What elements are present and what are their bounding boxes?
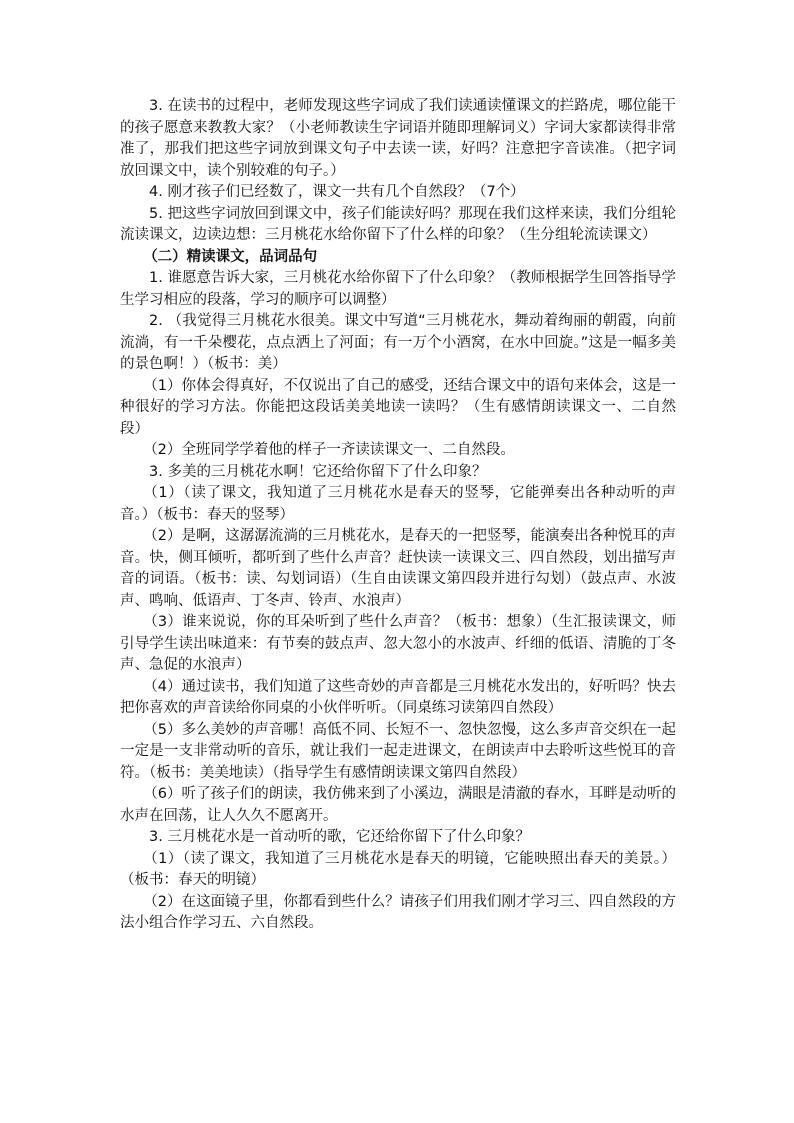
paragraph-3-sub-6: （6）听了孩子们的朗读，我仿佛来到了小溪边，满眼是清澈的春水，耳畔是动听的水声在回荡，让人久久不愿离开。 — [120, 786, 676, 824]
paragraph-3-sub-3: （3）谁来说说，你的耳朵听到了些什么声音？（板书：想象）（生汇报读课文，师引导学生读出味道来：有节奏的鼓点声、忽大忽小的水波声、纤细的低语、清脆的丁冬声、急促的水浪声） — [120, 614, 676, 673]
paragraph-2-sub-1: （1）你体会得真好，不仅说出了自己的感受，还结合课文中的语句来体会，这是一种很好的学习方法。你能把这段话美美地读一读吗？（生有感情朗读课文一、二自然段） — [120, 377, 676, 437]
paragraph-close-reading-2: 2. （我觉得三月桃花水很美。课文中写道“三月桃花水，舞动着绚丽的朝霞，向前流淌，有一千朵樱花，点点洒上了河面；有一万个小酒窝，在水中回旋。”这是一幅多美的景色啊！）（板书：美） — [120, 313, 676, 372]
paragraph-step-5: 5. 把这些字词放回到课文中，孩子们能读好吗？那现在我们这样来读，我们分组轮流读课文，边读边想：三月桃花水给你留下了什么样的印象？（生分组轮流读课文） — [120, 205, 676, 243]
paragraph-3-sub-5: （5）多么美妙的声音哪！高低不同、长短不一、忽快忽慢，这么多声音交织在一起一定是一支非常动听的音乐，就让我们一起走进课文，在朗读声中去聆听这些悦耳的音符。（板书：美美地读）（指导学生有感情朗读课文第四自然段） — [120, 721, 676, 781]
paragraph-3-sub-1: （1）（读了课文，我知道了三月桃花水是春天的竖琴，它能弹奏出各种动听的声音。）（板书：春天的竖琴） — [120, 485, 676, 523]
paragraph-3b-sub-2: （2）在这面镜子里，你都看到些什么？请孩子们用我们刚才学习三、四自然段的方法小组合作学习五、六自然段。 — [120, 893, 676, 931]
document-page — [120, 96, 676, 935]
paragraph-2-sub-2: （2）全班同学学着他的样子一齐读读课文一、二自然段。 — [143, 442, 515, 458]
paragraph-close-reading-3b: 3. 三月桃花水是一首动听的歌，它还给你留下了什么印象？ — [149, 829, 530, 845]
paragraph-3-sub-4: （4）通过读书，我们知道了这些奇妙的声音都是三月桃花水发出的，好听吗？快去把你喜欢的声音读给你同桌的小伙伴听听。（同桌练习读第四自然段） — [120, 678, 676, 716]
paragraph-step-4: 4. 刚才孩子们已经数了，课文一共有几个自然段？（7个） — [149, 184, 525, 200]
paragraph-close-reading-1: 1. 谁愿意告诉大家，三月桃花水给你留下了什么印象？（教师根据学生回答指导学生学习相应的段落，学习的顺序可以调整） — [120, 270, 676, 308]
paragraph-3b-sub-1: （1）（读了课文，我知道了三月桃花水是春天的明镜，它能映照出春天的美景。）（板书：春天的明镜） — [120, 850, 676, 888]
paragraph-3-sub-2: （2）是啊，这潺潺流淌的三月桃花水，是春天的一把竖琴，能演奏出各种悦耳的声音。快，侧耳倾听，都听到了些什么声音？赶快读一读课文三、四自然段，划出描写声音的词语。（板书：读、勾划词语）（生自由读课文第四段并进行勾划）（鼓点声、水波声、鸣响、低语声、丁冬声、铃声、水浪声） — [120, 528, 676, 609]
section-heading-close-reading: （二）精读课文，品词品句 — [143, 248, 318, 265]
paragraph-step-3: 3. 在读书的过程中，老师发现这些字词成了我们读通读懂课文的拦路虎，哪位能干的孩子愿意来教教大家？（小老师教读生字词语并随即理解词义）字词大家都读得非常准了，那我们把这些字词放到课文句子中去读一读，好吗？注意把字音读准。（把字词放回课文中，读个别较难的句子。） — [120, 98, 676, 179]
paragraph-close-reading-3: 3. 多美的三月桃花水啊！它还给你留下了什么印象？ — [149, 463, 487, 480]
